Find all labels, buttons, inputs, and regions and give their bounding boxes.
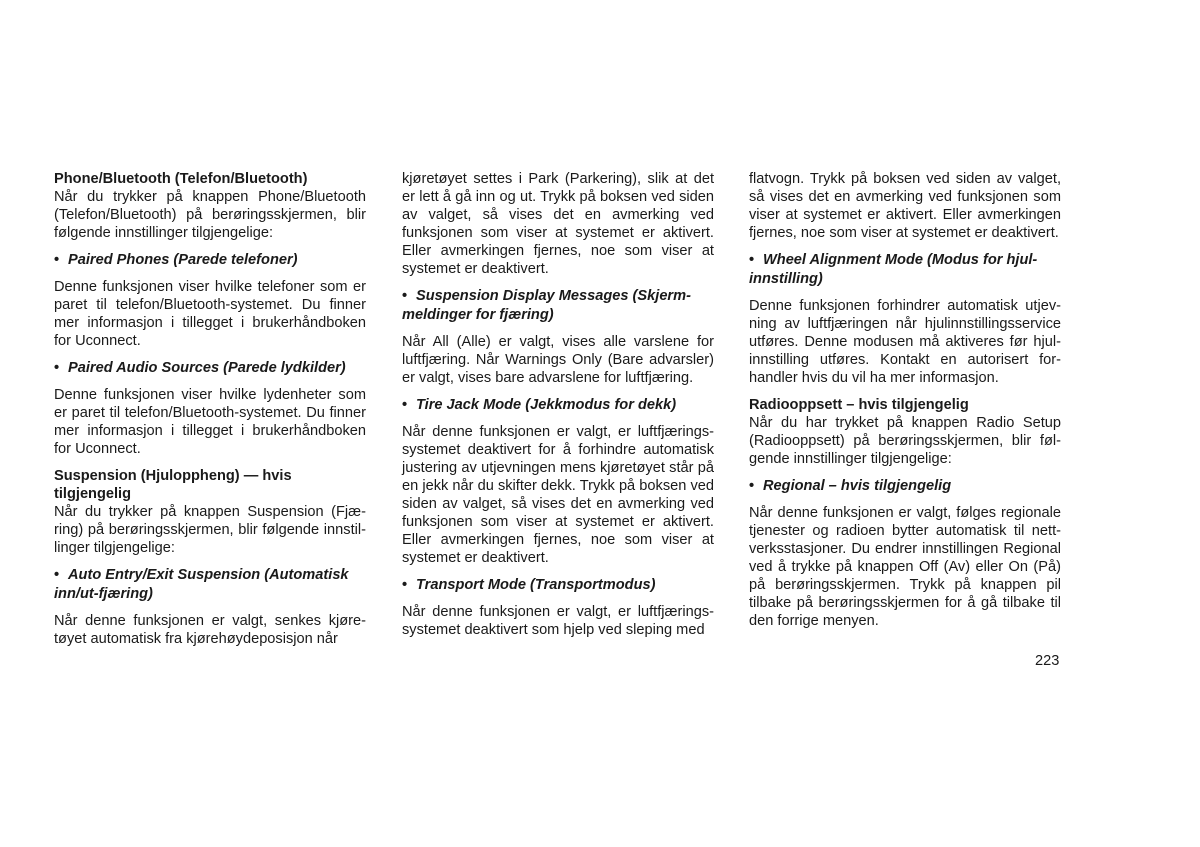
paragraph: Når denne funksjonen er valgt, senkes kjøretøyet automatisk fra kjørehøydeposisjon når — [54, 613, 366, 647]
bullet-item-auto-entry-exit — [54, 566, 366, 604]
bullet-label: Suspension Display Messages (Skjermmeldinger for fjæring) — [402, 288, 691, 323]
bullet-item-wheel-alignment-mode — [749, 251, 1061, 289]
bullet-icon: • — [54, 360, 60, 376]
bullet-label: Auto Entry/Exit Suspension (Automatisk inn/ut-fjæring) — [54, 567, 349, 602]
bullet-icon: • — [402, 577, 408, 593]
bullet-label: Paired Audio Sources (Parede lydkilder) — [68, 360, 346, 376]
bullet-icon: • — [54, 567, 60, 583]
paragraph: flatvogn. Trykk på boksen ved siden av valget, så vises det en avmerking ved funksjonen som viser at systemet er aktivert. Eller avmerkingen fjernes, noe som viser at systemet er deaktivert. — [749, 171, 1061, 241]
bullet-label: Tire Jack Mode (Jekkmodus for dekk) — [416, 397, 677, 413]
column-3 — [749, 170, 1061, 639]
paragraph: Når denne funksjonen er valgt, følges regionale tjenester og radioen bytter automatisk til nettverksstasjoner. Du endrer innstillingen Regional ved å trykke på knappen Off (Av) eller On (På) på berøringsskjermen. Trykk på knappen pil tilbake på berøringsskjermen for å gå tilbake til den forrige menyen. — [749, 505, 1061, 629]
section-heading-radio-setup: Radiooppsett – hvis tilgjengelig — [749, 397, 969, 413]
column-2 — [402, 170, 714, 648]
section-heading-phone-bluetooth: Phone/Bluetooth (Telefon/Bluetooth) — [54, 171, 308, 187]
bullet-item-paired-phones — [54, 251, 366, 270]
paragraph: Denne funksjonen viser hvilke lydenheter som er paret til telefon/Bluetooth-systemet. Du finner mer informasjon i tillegget i brukerhåndboken for Uconnect. — [54, 387, 366, 457]
column-1 — [54, 170, 366, 657]
bullet-label: Wheel Alignment Mode (Modus for hjulinnstilling) — [749, 252, 1038, 287]
section-heading-suspension: Suspension (Hjuloppheng) — hvis tilgjengelig — [54, 468, 292, 502]
bullet-item-transport-mode — [402, 576, 714, 595]
paragraph: Når du har trykket på knappen Radio Setup (Radiooppsett) på berøringsskjermen, blir følgende innstillinger tilgjengelige: — [749, 415, 1061, 467]
paragraph: Denne funksjonen forhindrer automatisk utjevning av luftfjæringen når hjulinnstillingsservice utføres. Denne modusen må aktiveres før hjulinnstilling utføres. Kontakt en autorisert forhandler hvis du vil ha mer informasjon. — [749, 298, 1061, 386]
paragraph: kjøretøyet settes i Park (Parkering), slik at det er lett å gå inn og ut. Trykk på boksen ved siden av valget, så vises det en avmerking ved funksjonen som viser at systemet er aktivert. Eller avmerkingen fjernes, noe som viser at systemet er deaktivert. — [402, 171, 714, 277]
bullet-icon: • — [749, 478, 755, 494]
bullet-item-paired-audio-sources — [54, 359, 366, 378]
paragraph: Når All (Alle) er valgt, vises alle varslene for luftfjæring. Når Warnings Only (Bare advarsler) er valgt, vises bare advarslene for luftfjæring. — [402, 334, 714, 386]
paragraph: Når du trykker på knappen Phone/Bluetooth (Telefon/Bluetooth) på berøringsskjermen, blir følgende innstillinger tilgjengelige: — [54, 189, 366, 241]
bullet-icon: • — [402, 397, 408, 413]
bullet-item-tire-jack-mode — [402, 396, 714, 415]
bullet-icon: • — [54, 252, 60, 268]
bullet-item-suspension-display-messages — [402, 287, 714, 325]
bullet-label: Regional – hvis tilgjengelig — [763, 478, 952, 494]
bullet-label: Transport Mode (Transportmodus) — [416, 577, 656, 593]
page-number: 223 — [1035, 653, 1060, 669]
paragraph: Denne funksjonen viser hvilke telefoner som er paret til telefon/Bluetooth-systemet. Du finner mer informasjon i tillegget i brukerhåndboken for Uconnect. — [54, 279, 366, 349]
bullet-item-regional — [749, 477, 1061, 496]
paragraph: Når denne funksjonen er valgt, er luftfjæringssystemet deaktivert som hjelp ved sleping med — [402, 604, 714, 638]
paragraph: Når denne funksjonen er valgt, er luftfjæringssystemet deaktivert for å forhindre automatisk justering av utjevningen mens kjøretøyet står på en jekk når du skifter dekk. Trykk på boksen ved siden av valget, så vises det en avmerking ved funksjonen som viser at systemet er aktivert. Eller avmerkingen fjernes, noe som viser at systemet er deaktivert. — [402, 424, 714, 566]
bullet-icon: • — [749, 252, 755, 268]
bullet-label: Paired Phones (Parede telefoner) — [68, 252, 298, 268]
paragraph: Når du trykker på knappen Suspension (Fjæring) på berøringsskjermen, blir følgende innstillinger tilgjengelige: — [54, 504, 366, 556]
bullet-icon: • — [402, 288, 408, 304]
